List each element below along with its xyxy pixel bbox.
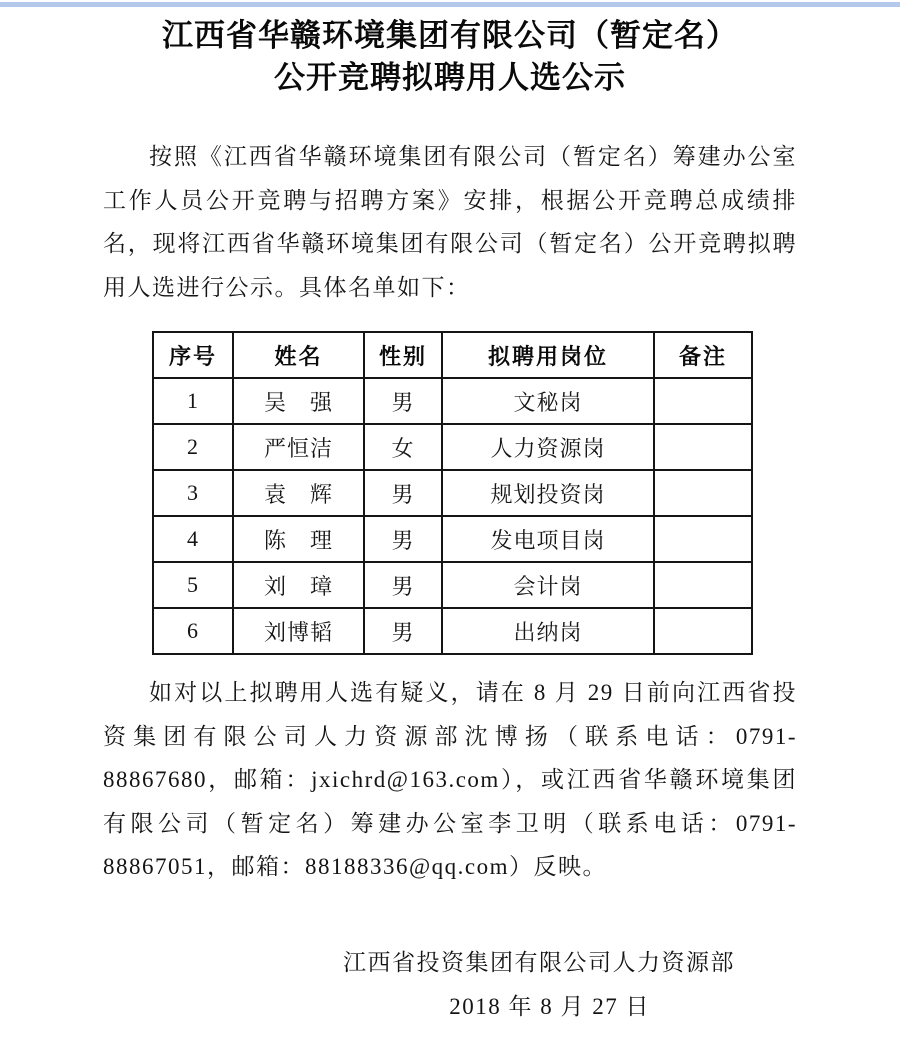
cell-gender: 男 bbox=[364, 516, 442, 562]
cell-remark bbox=[654, 562, 752, 608]
table-row bbox=[153, 608, 752, 654]
cell-position: 文秘岗 bbox=[442, 378, 654, 424]
table-row bbox=[153, 470, 752, 516]
table-header-row bbox=[153, 332, 752, 378]
cell-gender: 男 bbox=[364, 378, 442, 424]
cell-remark bbox=[654, 516, 752, 562]
cell-name: 刘博韬 bbox=[233, 608, 364, 654]
cell-name: 刘 璋 bbox=[233, 562, 364, 608]
document-title-line2: 公开竞聘拟聘用人选公示 bbox=[274, 60, 626, 95]
col-header-name: 姓名 bbox=[233, 332, 364, 378]
cell-serial: 4 bbox=[153, 516, 233, 562]
table-row bbox=[153, 562, 752, 608]
cell-name: 袁 辉 bbox=[233, 470, 364, 516]
cell-gender: 女 bbox=[364, 424, 442, 470]
candidates-table bbox=[152, 331, 753, 655]
cell-gender: 男 bbox=[364, 470, 442, 516]
document-body-contact bbox=[103, 671, 797, 889]
announcement-document bbox=[0, 7, 900, 1029]
cell-remark bbox=[654, 470, 752, 516]
cell-remark bbox=[654, 424, 752, 470]
cell-serial: 3 bbox=[153, 470, 233, 516]
cell-serial: 6 bbox=[153, 608, 233, 654]
col-header-position: 拟聘用岗位 bbox=[442, 332, 654, 378]
signature-date: 2018 年 8 月 27 日 bbox=[449, 993, 650, 1019]
intro-paragraph: 按照《江西省华赣环境集团有限公司（暂定名）筹建办公室工作人员公开竞聘与招聘方案》安排，根据公开竞聘总成绩排名，现将江西省华赣环境集团有限公司（暂定名）公开竞聘拟聘用人选进行公示。具体名单如下： bbox=[103, 144, 797, 300]
contact-paragraph: 如对以上拟聘用人选有疑义，请在 8 月 29 日前向江西省投资集团有限公司人力资源部沈博扬（联系电话：0791-88867680，邮箱：jxichrd@163.com），或江西省华赣环境集团有限公司（暂定名）筹建办公室李卫明（联系电话：0791-88867051，邮箱：88188336@qq.com）反映。 bbox=[103, 680, 797, 879]
col-header-remark: 备注 bbox=[654, 332, 752, 378]
cell-serial: 5 bbox=[153, 562, 233, 608]
table-row bbox=[153, 378, 752, 424]
document-title-line1: 江西省华赣环境集团有限公司（暂定名） bbox=[162, 18, 738, 53]
signature-block bbox=[0, 941, 900, 1029]
cell-gender: 男 bbox=[364, 608, 442, 654]
cell-remark bbox=[654, 608, 752, 654]
table-row bbox=[153, 424, 752, 470]
col-header-gender: 性别 bbox=[364, 332, 442, 378]
col-header-serial: 序号 bbox=[153, 332, 233, 378]
cell-position: 人力资源岗 bbox=[442, 424, 654, 470]
cell-position: 会计岗 bbox=[442, 562, 654, 608]
cell-gender: 男 bbox=[364, 562, 442, 608]
cell-name: 严恒洁 bbox=[233, 424, 364, 470]
cell-position: 规划投资岗 bbox=[442, 470, 654, 516]
cell-name: 吴 强 bbox=[233, 378, 364, 424]
cell-name: 陈 理 bbox=[233, 516, 364, 562]
document-body bbox=[103, 135, 797, 309]
cell-position: 出纳岗 bbox=[442, 608, 654, 654]
document-title bbox=[0, 15, 900, 99]
cell-remark bbox=[654, 378, 752, 424]
cell-serial: 2 bbox=[153, 424, 233, 470]
table-row bbox=[153, 516, 752, 562]
cell-position: 发电项目岗 bbox=[442, 516, 654, 562]
cell-serial: 1 bbox=[153, 378, 233, 424]
signature-organization: 江西省投资集团有限公司人力资源部 bbox=[343, 949, 735, 975]
